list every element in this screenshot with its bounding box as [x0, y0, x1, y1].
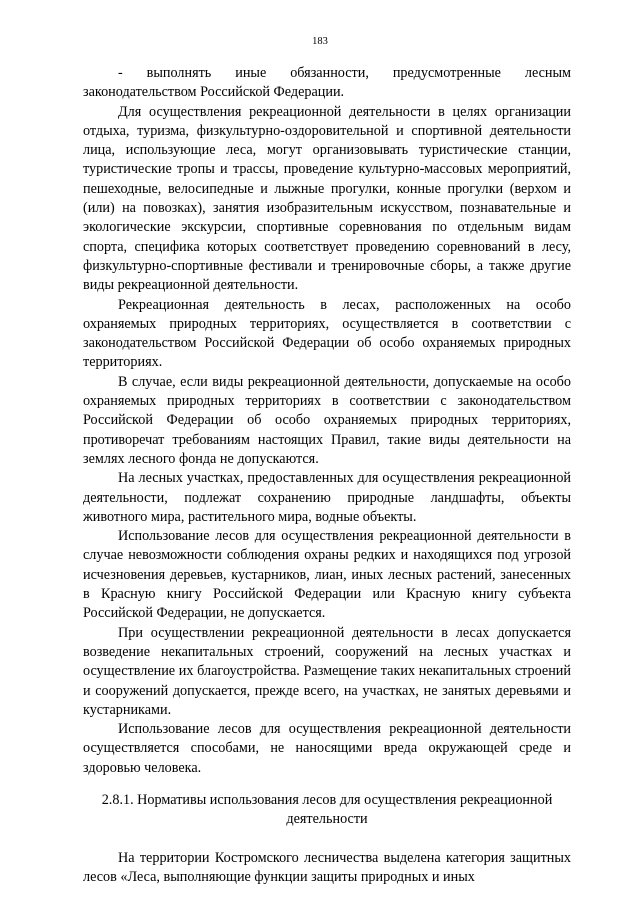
document-body: [83, 64, 571, 887]
page-number: 183: [312, 36, 328, 47]
paragraph-kostroma: На территории Костромского лесничества выделена категория защитных лесов «Леса, выполняющие функции защиты природных и иных: [83, 849, 571, 885]
paragraph-protected-territories: Рекреационная деятельность в лесах, расположенных на особо охраняемых природных территориях, осуществляется в соответствии с законодательством Российской Федерации об особо охраняемых природных территориях.: [83, 296, 571, 371]
section-heading: 2.8.1. Нормативы использования лесов для осуществления рекреационной деятельности: [101, 791, 553, 828]
paragraph-preservation: На лесных участках, предоставленных для осуществления рекреационной деятельности, подлежат сохранению природные ландшафты, объекты животного мира, растительного мира, водные объекты.: [83, 470, 571, 525]
paragraph-structures: При осуществлении рекреационной деятельности в лесах допускается возведение некапитальных строений, сооружений на лесных участках и осуществление их благоустройства. Размещение таких некапитальных строений и сооружений допускается, прежде всего, на участках, не занятых деревьями и кустарниками.: [83, 624, 571, 718]
paragraph-methods: Использование лесов для осуществления рекреационной деятельности осуществляется способами, не наносящими вреда окружающей среде и здоровью человека.: [83, 721, 571, 776]
paragraph-recreation-activities: Для осуществления рекреационной деятельности в целях организации отдыха, туризма, физкультурно-оздоровительной и спортивной деятельности лица, использующие леса, могут организовывать туристические станции, туристические тропы и трассы, проведение культурно-массовых мероприятий, пешеходные, велосипедные и лыжные прогулки, конные прогулки (верхом и (или) на повозках), занятия изобразительным искусством, познавательные и экологические экскурсии, спортивные соревнования по отдельным видам спорта, специфика которых соответствует проведению соревнований в лесу, физкультурно-спортивные фестивали и тренировочные сборы, а также другие виды рекреационной деятельности.: [83, 103, 571, 294]
paragraph-contradiction: В случае, если виды рекреационной деятельности, допускаемые на особо охраняемых природных территориях в соответствии с законодательством Российской Федерации об особо охраняемых природных территориях, противоречат требованиям настоящих Правил, такие виды деятельности на землях лесного фонда не допускаются.: [83, 373, 571, 467]
paragraph-obligations: - выполнять иные обязанности, предусмотренные лесным законодательством Российской Федерации.: [83, 65, 571, 101]
paragraph-red-book: Использование лесов для осуществления рекреационной деятельности в случае невозможности соблюдения охраны редких и находящихся под угрозой исчезновения деревьев, кустарников, лиан, иных лесных растений, занесенных в Красную книгу Российской Федерации или Красную книгу субъекта Российской Федерации, не допускается.: [83, 528, 571, 622]
